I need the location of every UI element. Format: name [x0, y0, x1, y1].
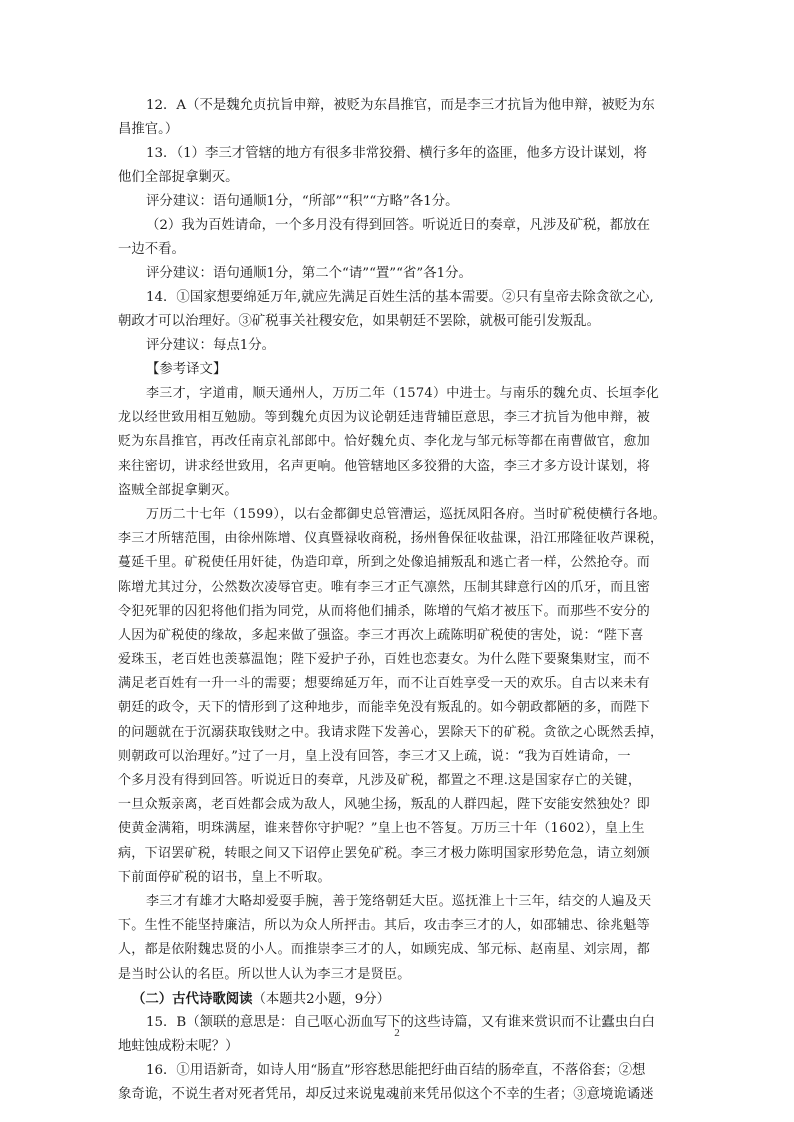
translation-p2-line: 蔓延千里。矿税使任用奸徒，伪造印章，所到之处像追捕叛乱和逃亡者一样，公然抢夺。而 — [118, 555, 651, 571]
translation-p2-line: 一旦众叛亲离，老百姓都会成为敌人，风驰尘扬，叛乱的人群四起，陛下安能安然独处？即 — [118, 797, 651, 813]
q12-line-2: 昌推官。） — [118, 122, 179, 137]
q13-1-line-2: 他们全部捉拿剿灭。 — [118, 170, 239, 185]
q16-line-1: 16．①用语新奇，如诗人用“肠直”形容愁思能把纡曲百结的肠牵直，不落俗套；②想 — [146, 1062, 646, 1078]
q14-line-1: 14．①国家想要绵延万年,就应先满足百姓生活的基本需要。②只有皇帝去除贪欲之心, — [146, 290, 654, 305]
section-note: （本题共2小题，9分） — [252, 991, 391, 1007]
q15-line-1: 15．B（颔联的意思是：自己呕心沥血写下的这些诗篇，又有谁来赏识而不让蠹虫白白 — [146, 1014, 655, 1030]
page-number: 2 — [394, 1027, 400, 1039]
translation-p2-line: 病，下诏罢矿税，转眼之间又下诏停止罢免矿税。李三才极力陈明国家形势危急，请立刻颁 — [118, 845, 651, 861]
section-heading-poetry — [118, 987, 676, 1011]
translation-p1-line: 李三才，字道甫，顺天通州人，万历二年（1574）中进士。与南乐的魏允贞、长垣李化 — [146, 386, 660, 401]
translation-p2-line: 令犯死罪的囚犯将他们指为同党，从而将他们捕杀，陈增的气焰才被压下。而那些不安分的 — [118, 603, 651, 619]
translation-p3-line: 人，都是依附魏忠贤的小人。而推崇李三才的人，如顾宪成、邹元标、赵南星、刘宗周，都 — [118, 942, 651, 958]
translation-p1-line: 贬为东昌推官，再改任南京礼部郎中。恰好魏允贞、李化龙与邹元标等都在南曹做官，愈加 — [118, 434, 651, 450]
translation-p1-line: 盗贼全部捉拿剿灭。 — [118, 482, 238, 498]
section-title: （二）古代诗歌阅读 — [132, 990, 253, 1007]
q13-2-line-1: （2）我为百姓请命，一个多月没有得到回答。听说近日的奏章，凡涉及矿税，都放在 — [146, 218, 650, 233]
translation-p3-line: 李三才有雄才大略却爱耍手腕，善于笼络朝廷大臣。巡抚淮上十三年，结交的人遍及天 — [146, 893, 652, 909]
translation-p2-line: 陈增尤其过分，公然数次凌辱官吏。唯有李三才正气凛然，压制其肆意行凶的爪牙，而且密 — [118, 579, 651, 595]
translation-p2-line: 则朝政可以治理好。”过了一月，皇上没有回答，李三才又上疏，说：“我为百姓请命，一 — [118, 748, 631, 764]
q14-score: 评分建议：每点1分。 — [146, 338, 276, 353]
translation-p2-line: 人因为矿税使的缘故，多起来做了强盗。李三才再次上疏陈明矿税使的害处，说：“陛下喜 — [118, 627, 644, 643]
q12-line-1: 12．A（不是魏允贞抗旨申辩，被贬为东昌推官，而是李三才抗旨为他申辩，被贬为东 — [146, 98, 655, 113]
translation-p1-line: 来往密切，讲求经世致用，名声更响。他管辖地区多狡猾的大盗，李三才多方设计谋划，将 — [118, 458, 651, 474]
q13-2-line-2: 一边不看。 — [118, 242, 185, 257]
translation-p2-line: 万历二十七年（1599），以右金都御史总管漕运，巡抚凤阳各府。当时矿税使横行各地。 — [146, 506, 666, 522]
translation-p2-line: 的问题就在于沉溺获取钱财之中。我请求陛下发善心，罢除天下的矿税。贪欲之心既然丢掉， — [118, 724, 664, 740]
translation-p2-line: 爱珠玉，老百姓也羡慕温饱；陛下爱护子孙，百姓也恋妻女。为什么陛下要聚集财宝，而不 — [118, 652, 651, 668]
translation-p2-line: 朝廷的政令，天下的情形到了这种地步，而能幸免没有叛乱的。如今朝政都陋的多，而陛下 — [118, 700, 651, 716]
translation-p3-line: 是当时公认的名臣。所以世人认为李三才是贤臣。 — [118, 966, 411, 982]
q13-1-line-1: 13．（1）李三才管辖的地方有很多非常狡猾、横行多年的盗匪，他多方设计谋划，将 — [146, 146, 647, 161]
q14-line-2: 朝政才可以治理好。③矿税事关社稷安危，如果朝廷不罢除，就极可能引发叛乱。 — [118, 314, 601, 329]
q15-line-2: 地蛀蚀成粉末呢？） — [118, 1038, 239, 1054]
translation-p3-line: 下。生性不能坚持廉洁，所以为众人所抨击。其后，攻击李三才的人，如邵辅忠、徐兆魁等 — [118, 918, 651, 934]
translation-p2-line: 个多月没有得到回答。听说近日的奏章，凡涉及矿税，都置之不理.这是国家存亡的关键， — [118, 773, 642, 788]
q13-1-score: 评分建议：语句通顺1分，“所部”“积”“方略”各1分。 — [146, 194, 459, 209]
q16-line-2: 象奇诡，不说生者对死者凭吊，却反过来说鬼魂前来凭吊似这个不幸的生者；③意境诡谲迷 — [118, 1086, 654, 1102]
translation-p2-line: 使黄金满箱，明珠满屋，谁来替你守护呢？”皇上也不答复。万历三十年（1602），皇上生 — [118, 821, 645, 837]
reference-translation-heading: 【参考译文】 — [146, 362, 227, 377]
translation-p1-line: 龙以经世致用相互勉励。等到魏允贞因为议论朝廷违背辅臣意思，李三才抗旨为他申辩，被 — [118, 410, 651, 426]
page-content — [118, 94, 676, 1107]
translation-p2-line: 下前面停矿税的诏书，皇上不听取。 — [118, 869, 331, 885]
translation-p2-line: 满足老百姓有一升一斗的需要；想要绵延万年，而不让百姓享受一天的欢乐。自古以来未有 — [118, 676, 651, 692]
translation-p2-line: 李三才所辖范围，由徐州陈增、仪真暨禄收商税，扬州鲁保征收盐课，沿江邢隆征收芦课税， — [118, 531, 664, 547]
q13-2-score: 评分建议：语句通顺1分，第二个“请”“置”“省”各1分。 — [146, 266, 472, 281]
